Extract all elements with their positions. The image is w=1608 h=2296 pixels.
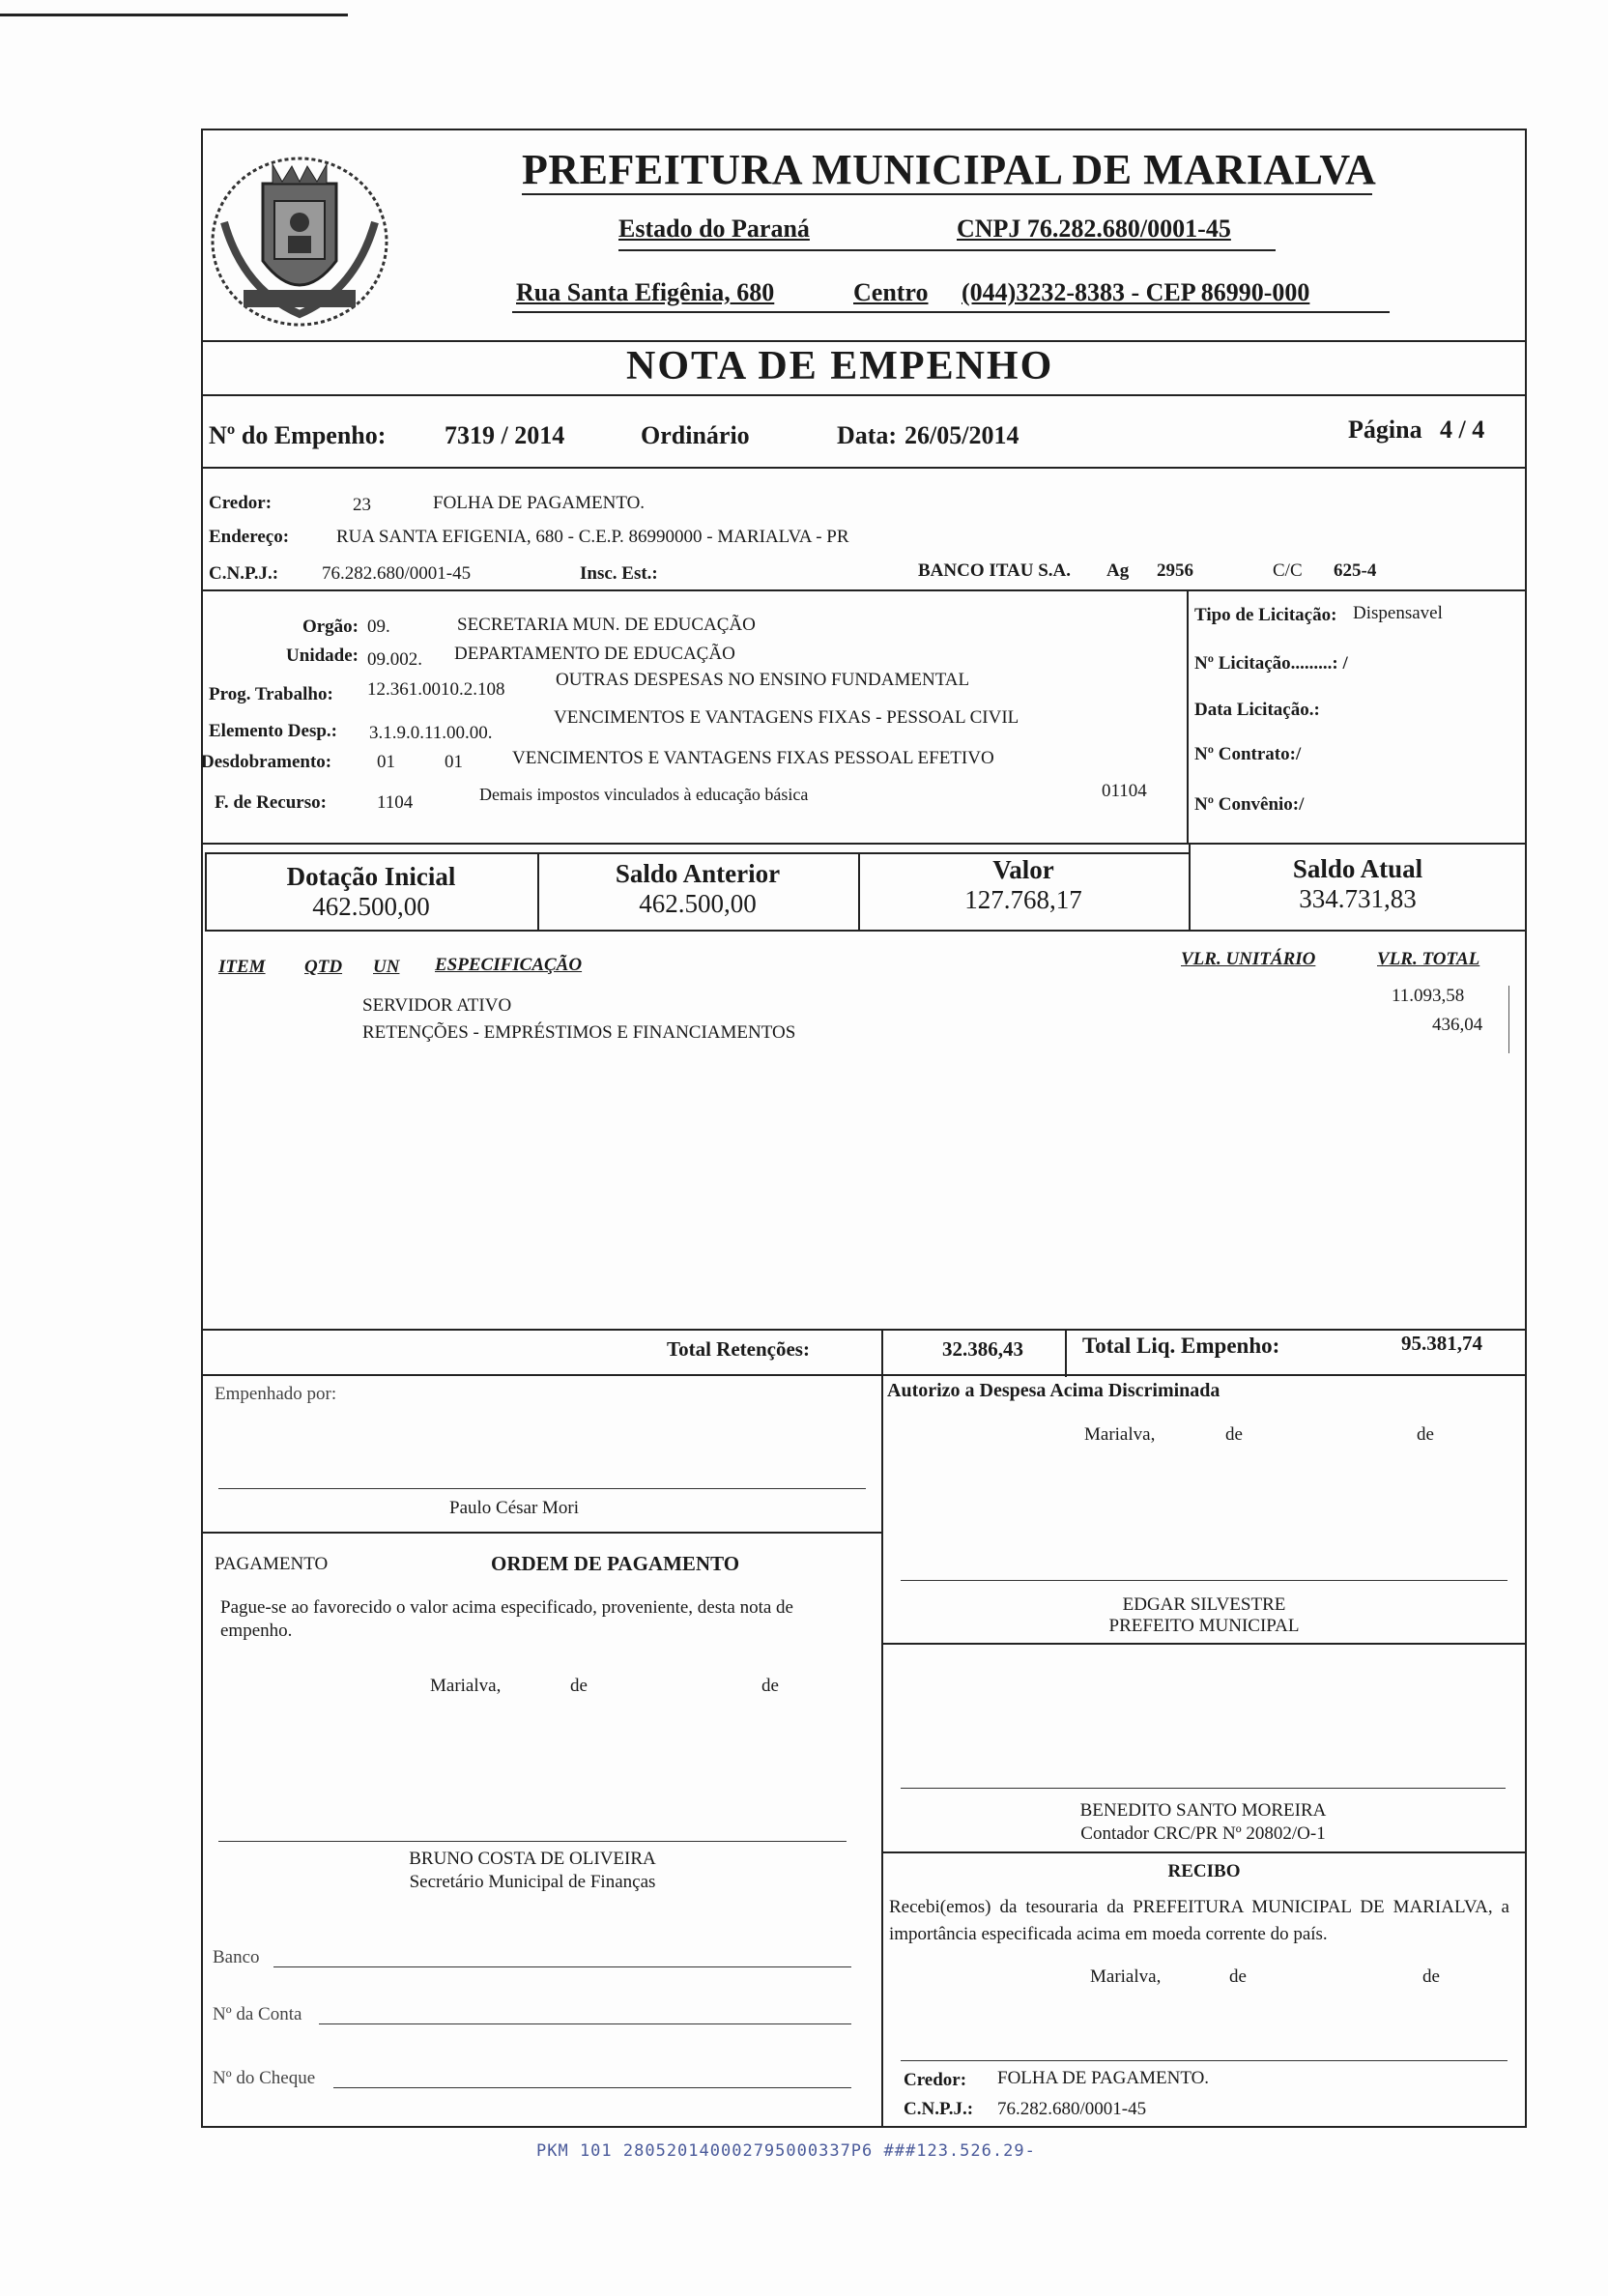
credor-code: 23	[353, 495, 371, 515]
agency-label: Ag	[1106, 560, 1130, 581]
cc-number: 625-4	[1334, 560, 1377, 581]
divider	[201, 340, 1527, 342]
date-label: Data:	[837, 421, 898, 449]
tipo-licitacao: Dispensavel	[1353, 603, 1443, 623]
banco-label: Banco	[213, 1947, 260, 1967]
date-de: de	[761, 1676, 779, 1696]
item-total: 436,04	[1432, 1015, 1483, 1035]
liq-label: Total Liq. Empenho:	[1082, 1334, 1280, 1358]
address-underline	[512, 311, 1390, 313]
state-name: Estado do Paraná	[618, 215, 810, 243]
date-de: de	[1422, 1966, 1440, 1987]
divider	[201, 1374, 1527, 1376]
divider	[201, 843, 1527, 845]
date-de: de	[1417, 1424, 1434, 1445]
tipo-licitacao-label: Tipo de Licitação:	[1194, 605, 1337, 625]
credor-name: FOLHA DE PAGAMENTO.	[433, 493, 646, 513]
signer-name: EDGAR SILVESTRE	[1122, 1594, 1286, 1615]
balance-value: 462.500,00	[312, 892, 430, 921]
contrato-number: Nº Contrato:/	[1194, 744, 1302, 764]
balance-value: 334.731,83	[1299, 884, 1417, 913]
recibo-credor: FOLHA DE PAGAMENTO.	[997, 2068, 1210, 2088]
col-spec: ESPECIFICAÇÃO	[435, 955, 583, 975]
bank-stamp: PKM 101 280520140002795000337P6 ###123.526.29-	[536, 2141, 1036, 2161]
recurso-name: Demais impostos vinculados à educação básica	[479, 785, 809, 804]
signer-oliveira	[218, 1848, 847, 1894]
recurso-label: F. de Recurso:	[215, 792, 327, 813]
recibo-title: RECIBO	[1167, 1861, 1241, 1881]
signature-line	[901, 1580, 1508, 1581]
credor-label: Credor:	[209, 493, 273, 513]
title-underline	[522, 193, 1372, 195]
divider	[201, 1532, 881, 1534]
conta-field[interactable]	[319, 2023, 851, 2024]
totals-divider	[881, 1329, 883, 1377]
empenho-date: 26/05/2014	[904, 421, 1019, 449]
elemento-name: VENCIMENTOS E VANTAGENS FIXAS - PESSOAL CIVIL	[554, 707, 1019, 728]
recurso-code: 1104	[377, 792, 414, 813]
divider	[881, 1643, 1527, 1645]
col-qtd: QTD	[304, 957, 343, 977]
unidade-label: Unidade:	[286, 646, 359, 666]
signature-line	[218, 1841, 847, 1842]
items-edge	[1508, 986, 1509, 1053]
pagamento-label: PAGAMENTO	[215, 1554, 329, 1574]
balance-value: 127.768,17	[964, 885, 1082, 914]
prog-code: 12.361.0010.2.108	[367, 679, 505, 700]
signer-role: PREFEITO MUNICIPAL	[1108, 1616, 1300, 1636]
cheque-label: Nº do Cheque	[213, 2068, 316, 2088]
convenio-number: Nº Convênio:/	[1194, 794, 1305, 815]
street: Rua Santa Efigênia, 680	[516, 278, 775, 306]
header-cnpj: CNPJ 76.282.680/0001-45	[957, 215, 1231, 243]
balance-label: Saldo Anterior	[615, 859, 781, 888]
desdobramento-a: 01	[377, 752, 395, 772]
retencoes-label: Total Retenções:	[667, 1337, 810, 1361]
orgao-code: 09.	[367, 617, 390, 637]
cnpj-label: C.N.P.J.:	[209, 563, 279, 584]
pague-text: Pague-se ao favorecido o valor acima especificado, proveniente, desta nota de empenho.	[220, 1597, 793, 1641]
doc-title: NOTA DE EMPENHO	[626, 344, 1054, 388]
empenho-number-label: Nº do Empenho:	[209, 421, 387, 449]
date-de: de	[570, 1676, 588, 1696]
lower-split	[881, 1374, 883, 2128]
signature-line	[218, 1488, 866, 1489]
orgao-label: Orgão:	[302, 617, 359, 637]
phone-cep: (044)3232-8383 - CEP 86990-000	[962, 278, 1310, 306]
item-spec: RETENÇÕES - EMPRÉSTIMOS E FINANCIAMENTOS	[362, 1022, 796, 1043]
empenho-number: 7319 / 2014	[445, 421, 565, 449]
recibo-cnpj-label: C.N.P.J.:	[904, 2099, 974, 2119]
date-de: de	[1225, 1424, 1243, 1445]
cheque-field[interactable]	[333, 2087, 851, 2088]
page-title: PREFEITURA MUNICIPAL DE MARIALVA	[522, 146, 1377, 193]
cc-label: C/C	[1273, 560, 1303, 581]
signer-accountant	[901, 1799, 1506, 1846]
item-total: 11.093,58	[1392, 986, 1465, 1006]
state-underline	[618, 249, 1276, 251]
retencoes-value: 32.386,43	[942, 1337, 1023, 1361]
divider	[201, 467, 1527, 469]
signature-line	[901, 2060, 1508, 2061]
district: Centro	[853, 278, 929, 306]
signature-line	[901, 1788, 1506, 1789]
banco-field[interactable]	[273, 1966, 851, 1967]
signer-role: Secretário Municipal de Finanças	[409, 1872, 656, 1892]
page-number: 4 / 4	[1440, 416, 1485, 444]
divider	[201, 589, 1527, 591]
empenhado-por-label: Empenhado por:	[215, 1384, 337, 1404]
crest-icon	[205, 145, 394, 334]
signer-mori: Paulo César Mori	[449, 1498, 580, 1518]
recibo-credor-label: Credor:	[904, 2070, 967, 2090]
recibo-cnpj: 76.282.680/0001-45	[997, 2099, 1147, 2119]
licitacao-date: Data Licitação.:	[1194, 700, 1320, 720]
balance-label: Valor	[992, 855, 1054, 884]
balance-value: 462.500,00	[639, 889, 757, 918]
endereco-label: Endereço:	[209, 527, 290, 547]
elemento-label: Elemento Desp.:	[209, 721, 337, 741]
conta-label: Nº da Conta	[213, 2004, 302, 2024]
signer-role: Contador CRC/PR Nº 20802/O-1	[1080, 1823, 1326, 1844]
prog-label: Prog. Trabalho:	[209, 684, 333, 704]
bank-name: BANCO ITAU S.A.	[918, 560, 1072, 581]
licitacao-number: Nº Licitação.........: /	[1194, 653, 1348, 674]
balance-label: Dotação Inicial	[286, 862, 456, 891]
unidade-name: DEPARTAMENTO DE EDUCAÇÃO	[454, 644, 735, 664]
divider	[201, 394, 1527, 396]
balance-top	[205, 852, 1189, 854]
place-marialva: Marialva,	[1084, 1424, 1156, 1445]
empenho-type: Ordinário	[641, 421, 750, 449]
signer-name: BRUNO COSTA DE OLIVEIRA	[409, 1849, 656, 1869]
desdobramento-name: VENCIMENTOS E VANTAGENS FIXAS PESSOAL EFETIVO	[512, 748, 994, 768]
balance-dotacao	[205, 862, 537, 922]
balance-saldo-anterior	[537, 859, 858, 919]
orgao-name: SECRETARIA MUN. DE EDUCAÇÃO	[457, 615, 756, 635]
place-marialva: Marialva,	[1090, 1966, 1162, 1987]
balance-valor	[858, 855, 1189, 915]
page-label: Página	[1348, 416, 1422, 444]
signer-name: BENEDITO SANTO MOREIRA	[1079, 1800, 1327, 1821]
place-marialva: Marialva,	[430, 1676, 502, 1696]
col-un: UN	[373, 957, 400, 977]
desdobramento-label: Desdobramento:	[201, 752, 332, 772]
endereco: RUA SANTA EFIGENIA, 680 - C.E.P. 86990000 - MARIALVA - PR	[336, 527, 849, 547]
signer-mayor	[901, 1594, 1508, 1637]
col-unit: VLR. UNITÁRIO	[1181, 949, 1316, 969]
recibo-text: Recebi(emos) da tesouraria da PREFEITURA MUNICIPAL DE MARIALVA, a importância especificada acima em moeda corrente do país.	[889, 1897, 1509, 1944]
recurso-ref: 01104	[1102, 781, 1147, 801]
balance-label: Saldo Atual	[1292, 854, 1423, 883]
creditor-cnpj: 76.282.680/0001-45	[322, 563, 472, 584]
totals-divider	[1065, 1329, 1067, 1377]
insc-label: Insc. Est.:	[580, 563, 658, 584]
balance-bottom	[205, 930, 1527, 932]
liq-value: 95.381,74	[1401, 1332, 1482, 1355]
unidade-code: 09.002.	[367, 649, 422, 670]
date-de: de	[1229, 1966, 1247, 1987]
ordem-label: ORDEM DE PAGAMENTO	[491, 1552, 740, 1575]
col-item: ITEM	[218, 957, 266, 977]
divider	[201, 1329, 1527, 1331]
desdobramento-b: 01	[445, 752, 463, 772]
divider	[881, 1851, 1527, 1853]
col-total: VLR. TOTAL	[1377, 949, 1480, 969]
elemento-code: 3.1.9.0.11.00.00.	[369, 723, 493, 743]
balance-saldo-atual	[1189, 854, 1527, 914]
scan-edge-line	[0, 14, 348, 16]
prog-name: OUTRAS DESPESAS NO ENSINO FUNDAMENTAL	[556, 670, 970, 690]
autorizo-label: Autorizo a Despesa Acima Discriminada	[887, 1380, 1220, 1401]
licitacao-divider	[1187, 589, 1189, 843]
item-spec: SERVIDOR ATIVO	[362, 995, 512, 1016]
agency-number: 2956	[1157, 560, 1193, 581]
